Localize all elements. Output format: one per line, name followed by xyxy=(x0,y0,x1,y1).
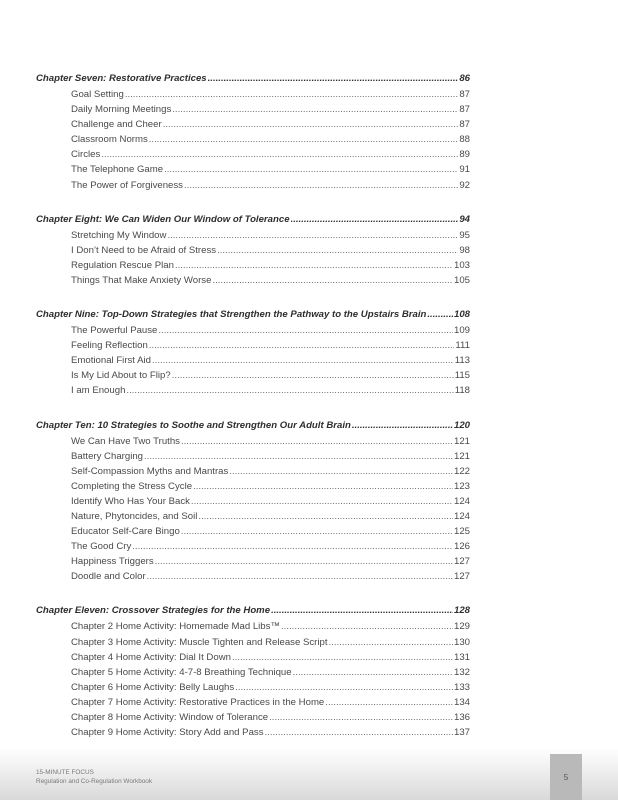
toc-entry[interactable] xyxy=(71,243,470,258)
dot-leader xyxy=(181,434,453,449)
entry-page-number: 127 xyxy=(453,556,470,568)
dot-leader xyxy=(352,417,453,434)
entry-page-number: 113 xyxy=(454,355,470,367)
dot-leader xyxy=(217,243,458,258)
entry-page-number: 118 xyxy=(454,385,470,397)
toc-chapter-section xyxy=(36,211,470,288)
entry-title: Feeling Reflection xyxy=(71,340,148,352)
toc-entry[interactable] xyxy=(71,353,470,368)
entry-page-number: 121 xyxy=(453,435,470,447)
entry-title: Chapter 9 Home Activity: Story Add and Pass xyxy=(71,727,264,739)
dot-leader xyxy=(175,258,453,273)
toc-entry[interactable] xyxy=(71,368,470,383)
toc-entry[interactable] xyxy=(71,710,470,725)
dot-leader xyxy=(132,539,453,554)
toc-entry[interactable] xyxy=(71,338,470,353)
dot-leader xyxy=(152,353,454,368)
toc-chapter-heading[interactable] xyxy=(36,417,470,434)
dot-leader xyxy=(212,273,453,288)
entry-page-number: 103 xyxy=(453,259,470,271)
entry-title: I am Enough xyxy=(71,385,126,397)
chapter-page-number: 120 xyxy=(453,419,470,431)
dot-leader xyxy=(172,368,454,383)
chapter-title: Chapter Nine: Top-Down Strategies that Strengthen the Pathway to the Upstairs Brain xyxy=(36,309,427,321)
entry-page-number: 134 xyxy=(453,696,470,708)
entry-title: The Good Cry xyxy=(71,541,132,553)
chapter-page-number: 94 xyxy=(459,213,470,225)
dot-leader xyxy=(167,228,458,243)
dot-leader xyxy=(193,479,453,494)
entry-page-number: 88 xyxy=(459,134,470,146)
dot-leader xyxy=(427,306,453,323)
toc-chapter-heading[interactable] xyxy=(36,602,470,619)
entry-title: Chapter 6 Home Activity: Belly Laughs xyxy=(71,681,235,693)
entry-page-number: 123 xyxy=(453,480,470,492)
page-footer xyxy=(0,748,618,800)
toc-chapter-heading[interactable] xyxy=(36,70,470,87)
dot-leader xyxy=(163,117,459,132)
footer-subtitle: Regulation and Co-Regulation Workbook xyxy=(36,778,153,785)
dot-leader xyxy=(293,665,453,680)
dot-leader xyxy=(229,464,453,479)
toc-chapter-section xyxy=(36,306,470,398)
toc-entry[interactable] xyxy=(71,178,470,193)
dot-leader xyxy=(208,70,459,87)
entry-title: Nature, Phytoncides, and Soil xyxy=(71,510,198,522)
entry-page-number: 121 xyxy=(453,450,470,462)
entry-page-number: 127 xyxy=(453,571,470,583)
footer-book-title xyxy=(36,768,152,786)
entry-page-number: 87 xyxy=(459,119,470,131)
toc-entry[interactable] xyxy=(71,132,470,147)
toc-entry[interactable] xyxy=(71,228,470,243)
dot-leader xyxy=(235,680,453,695)
toc-entry[interactable] xyxy=(71,680,470,695)
dot-leader xyxy=(144,449,453,464)
entry-page-number: 92 xyxy=(459,179,470,191)
entry-title: Doodle and Color xyxy=(71,571,146,583)
toc-entry[interactable] xyxy=(71,619,470,634)
entry-page-number: 129 xyxy=(453,621,470,633)
entry-title: Chapter 7 Home Activity: Restorative Practices in the Home xyxy=(71,696,325,708)
entry-page-number: 111 xyxy=(455,340,470,352)
entry-title: Chapter 3 Home Activity: Muscle Tighten and Release Script xyxy=(71,636,328,648)
entry-page-number: 131 xyxy=(453,651,470,663)
dot-leader xyxy=(271,602,453,619)
toc-entry[interactable] xyxy=(71,494,470,509)
toc-entry[interactable] xyxy=(71,258,470,273)
chapter-title: Chapter Seven: Restorative Practices xyxy=(36,73,207,84)
chapter-title: Chapter Ten: 10 Strategies to Soothe and Strengthen Our Adult Brain xyxy=(36,419,351,431)
entry-title: Happiness Triggers xyxy=(71,556,154,568)
entry-title: Regulation Rescue Plan xyxy=(71,259,174,271)
toc-entry[interactable] xyxy=(71,383,470,398)
dot-leader xyxy=(172,102,458,117)
toc-entry[interactable] xyxy=(71,87,470,102)
toc-chapter-section xyxy=(36,417,470,585)
dot-leader xyxy=(126,383,453,398)
dot-leader xyxy=(329,635,453,650)
chapter-page-number: 128 xyxy=(453,605,470,617)
entry-title: I Don’t Need to be Afraid of Stress xyxy=(71,244,217,256)
toc-entry[interactable] xyxy=(71,635,470,650)
footer-series: 15-MINUTE FOCUS xyxy=(36,769,94,776)
entry-title: Identify Who Has Your Back xyxy=(71,495,190,507)
entry-title: Self-Compassion Myths and Mantras xyxy=(71,465,229,477)
entry-title: Things That Make Anxiety Worse xyxy=(71,274,212,286)
entry-page-number: 89 xyxy=(459,149,470,161)
entry-title: Educator Self-Care Bingo xyxy=(71,526,180,538)
dot-leader xyxy=(181,524,453,539)
entry-page-number: 95 xyxy=(459,229,470,241)
entry-title: Chapter 4 Home Activity: Dial It Down xyxy=(71,651,231,663)
entry-page-number: 87 xyxy=(459,104,470,116)
entry-title: The Telephone Game xyxy=(71,164,164,176)
dot-leader xyxy=(164,162,458,177)
entry-title: Chapter 2 Home Activity: Homemade Mad Libs™ xyxy=(71,621,281,633)
entry-title: Challenge and Cheer xyxy=(71,119,162,131)
entry-page-number: 130 xyxy=(453,636,470,648)
entry-title: Daily Morning Meetings xyxy=(71,104,172,116)
dot-leader xyxy=(198,509,453,524)
dot-leader xyxy=(184,178,458,193)
entry-title: Goal Setting xyxy=(71,89,124,100)
entry-page-number: 136 xyxy=(453,712,470,723)
page-number-badge xyxy=(550,754,582,800)
toc-entry[interactable] xyxy=(71,449,470,464)
entry-page-number: 122 xyxy=(453,465,470,477)
entry-page-number: 137 xyxy=(453,727,470,739)
chapter-page-number: 108 xyxy=(453,309,470,321)
toc-entry[interactable] xyxy=(71,117,470,132)
dot-leader xyxy=(149,338,455,353)
toc-chapter-section xyxy=(36,70,470,193)
entry-title: Battery Charging xyxy=(71,450,143,462)
dot-leader xyxy=(325,695,453,710)
toc-chapter-heading[interactable] xyxy=(36,211,470,228)
entry-title: Stretching My Window xyxy=(71,229,167,241)
entry-title: The Power of Forgiveness xyxy=(71,179,183,191)
dot-leader xyxy=(265,725,453,740)
toc-entry[interactable] xyxy=(71,464,470,479)
chapter-page-number: 86 xyxy=(459,73,470,84)
dot-leader xyxy=(281,619,453,634)
toc-entry[interactable] xyxy=(71,147,470,162)
chapter-title: Chapter Eleven: Crossover Strategies for the Home xyxy=(36,605,271,617)
dot-leader xyxy=(158,323,453,338)
dot-leader xyxy=(232,650,453,665)
toc-entry[interactable] xyxy=(71,434,470,449)
entry-page-number: 133 xyxy=(453,681,470,693)
entry-title: Chapter 8 Home Activity: Window of Tolerance xyxy=(71,712,269,723)
dot-leader xyxy=(191,494,453,509)
toc-entry[interactable] xyxy=(71,695,470,710)
chapter-title: Chapter Eight: We Can Widen Our Window of Tolerance xyxy=(36,213,290,225)
entry-page-number: 98 xyxy=(459,244,470,256)
toc-entry[interactable] xyxy=(71,665,470,680)
toc-chapter-heading[interactable] xyxy=(36,306,470,323)
entry-page-number: 125 xyxy=(453,526,470,538)
toc-entry[interactable] xyxy=(71,650,470,665)
entry-title: Completing the Stress Cycle xyxy=(71,480,193,492)
entry-page-number: 105 xyxy=(453,274,470,286)
page-number: 5 xyxy=(563,772,569,782)
table-of-contents xyxy=(36,70,470,758)
dot-leader xyxy=(291,211,459,228)
entry-title: Emotional First Aid xyxy=(71,355,151,367)
dot-leader xyxy=(101,147,458,162)
entry-title: Is My Lid About to Flip? xyxy=(71,370,171,382)
toc-entry[interactable] xyxy=(71,102,470,117)
toc-entry[interactable] xyxy=(71,725,470,740)
entry-page-number: 87 xyxy=(459,89,470,100)
toc-entry[interactable] xyxy=(71,479,470,494)
entry-page-number: 132 xyxy=(453,666,470,678)
entry-title: Circles xyxy=(71,149,101,161)
dot-leader xyxy=(125,87,459,102)
toc-chapter-section xyxy=(36,602,470,740)
dot-leader xyxy=(147,569,453,584)
entry-page-number: 124 xyxy=(453,510,470,522)
entry-page-number: 91 xyxy=(459,164,470,176)
toc-entry[interactable] xyxy=(71,554,470,569)
toc-entry[interactable] xyxy=(71,569,470,584)
dot-leader xyxy=(149,132,459,147)
entry-title: Chapter 5 Home Activity: 4-7-8 Breathing Technique xyxy=(71,666,292,678)
entry-page-number: 126 xyxy=(453,541,470,553)
entry-page-number: 124 xyxy=(453,495,470,507)
entry-title: The Powerful Pause xyxy=(71,325,158,337)
toc-entry[interactable] xyxy=(71,162,470,177)
dot-leader xyxy=(155,554,453,569)
toc-entry[interactable] xyxy=(71,509,470,524)
entry-title: Classroom Norms xyxy=(71,134,148,146)
entry-page-number: 109 xyxy=(453,325,470,337)
dot-leader xyxy=(269,710,453,725)
toc-entry[interactable] xyxy=(71,539,470,554)
entry-page-number: 115 xyxy=(454,370,470,382)
entry-title: We Can Have Two Truths xyxy=(71,435,180,447)
toc-entry[interactable] xyxy=(71,323,470,338)
toc-entry[interactable] xyxy=(71,273,470,288)
toc-entry[interactable] xyxy=(71,524,470,539)
